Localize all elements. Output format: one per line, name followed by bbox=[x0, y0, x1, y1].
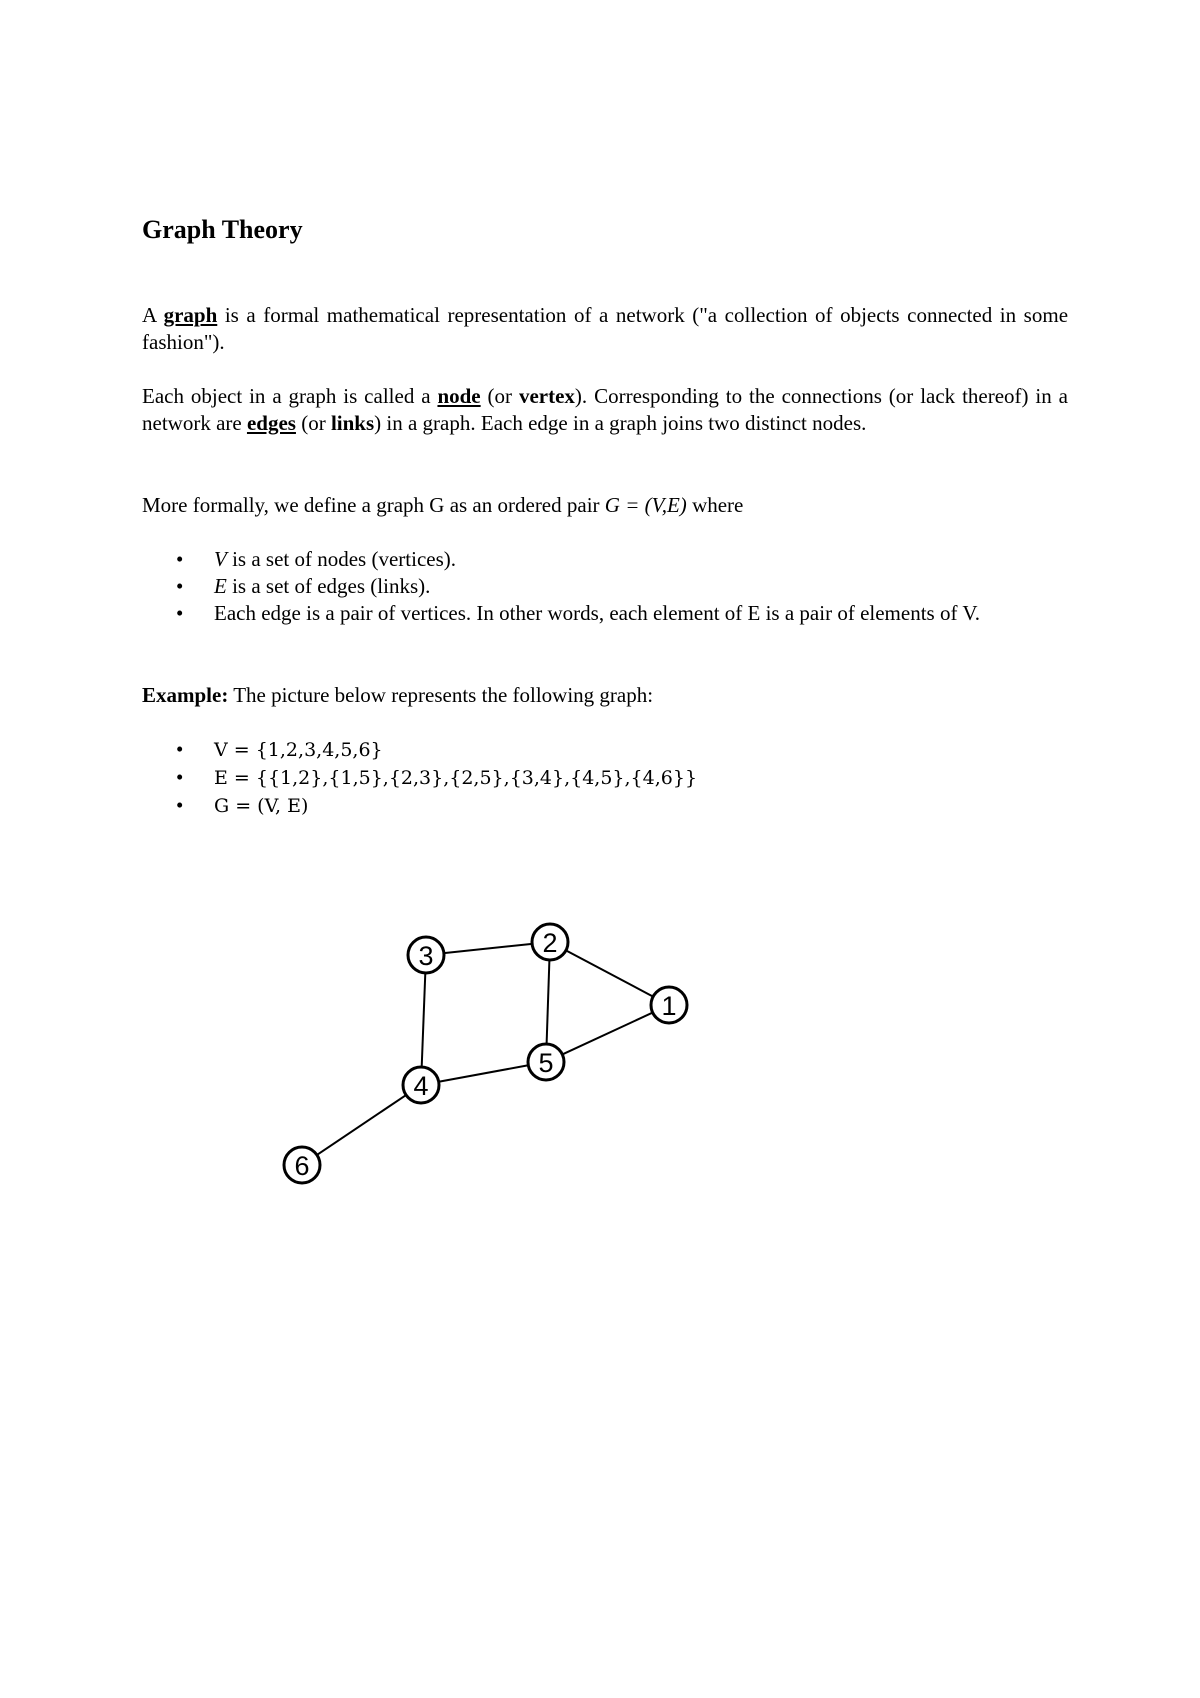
nodes-text-5: ) in a graph. Each edge in a graph joins two distinct nodes. bbox=[374, 411, 867, 435]
nodes-text-4: (or bbox=[301, 411, 326, 435]
graph-edge-2-5 bbox=[547, 960, 550, 1044]
definition-symbol: V bbox=[214, 547, 227, 571]
intro-rest: is a formal mathematical representation of a network ("a collection of objects connected in some fashion"). bbox=[142, 303, 1069, 354]
graph-node-label: 3 bbox=[418, 941, 434, 971]
graph-node-2 bbox=[532, 924, 568, 960]
formal-text-2: where bbox=[692, 493, 744, 517]
formal-text-1: More formally, we define a graph G as an ordered pair bbox=[142, 493, 600, 517]
definition-text: is a set of edges (links). bbox=[232, 574, 431, 598]
nodes-text-2: (or bbox=[487, 384, 513, 408]
graph-edge-4-5 bbox=[439, 1065, 529, 1081]
term-edges: edges bbox=[246, 411, 296, 435]
graph-edge-3-4 bbox=[422, 973, 426, 1067]
definition-text: Each edge is a pair of vertices. In other words, each element of E is a pair of elements of V. bbox=[214, 601, 981, 625]
term-graph: graph bbox=[163, 303, 218, 327]
intro-article: A bbox=[142, 303, 157, 327]
graph-node-3 bbox=[408, 937, 444, 973]
example-text: The picture below represents the following graph: bbox=[233, 683, 654, 707]
graph-edge-4-6 bbox=[317, 1095, 406, 1155]
graph-node-label: 2 bbox=[542, 928, 558, 958]
page-title: Graph Theory bbox=[142, 215, 303, 244]
graph-edge-2-3 bbox=[444, 944, 532, 953]
graph-node-label: 4 bbox=[413, 1071, 429, 1101]
edge-set: E = {{1,2},{1,5},{2,3},{2,5},{3,4},{4,5},{4,6}} bbox=[214, 767, 698, 789]
example-label: Example: bbox=[142, 683, 229, 707]
graph-node-1 bbox=[651, 987, 687, 1023]
formal-expression: G = (V,E) bbox=[604, 493, 687, 517]
definition-text: is a set of nodes (vertices). bbox=[232, 547, 457, 571]
definition-symbol: E bbox=[214, 574, 227, 598]
graph-pair: G = (V, E) bbox=[214, 795, 309, 817]
graph-edge-1-2 bbox=[566, 950, 653, 996]
term-node: node bbox=[437, 384, 481, 408]
term-links: links bbox=[330, 411, 375, 435]
graph-node-label: 1 bbox=[661, 991, 677, 1021]
nodes-text-3: ). Corresponding to the connections (or lack thereof) in a network are bbox=[142, 384, 1068, 435]
nodes-text-1: Each object in a graph is called a bbox=[142, 384, 431, 408]
vertex-set: V = {1,2,3,4,5,6} bbox=[214, 739, 383, 761]
graph-node-5 bbox=[528, 1044, 564, 1080]
term-vertex: vertex bbox=[518, 384, 575, 408]
graph-node-label: 6 bbox=[294, 1151, 310, 1181]
graph-node-label: 5 bbox=[538, 1048, 554, 1078]
graph-node-6 bbox=[284, 1147, 320, 1183]
graph-node-4 bbox=[403, 1067, 439, 1103]
graph-edge-1-5 bbox=[562, 1013, 652, 1055]
